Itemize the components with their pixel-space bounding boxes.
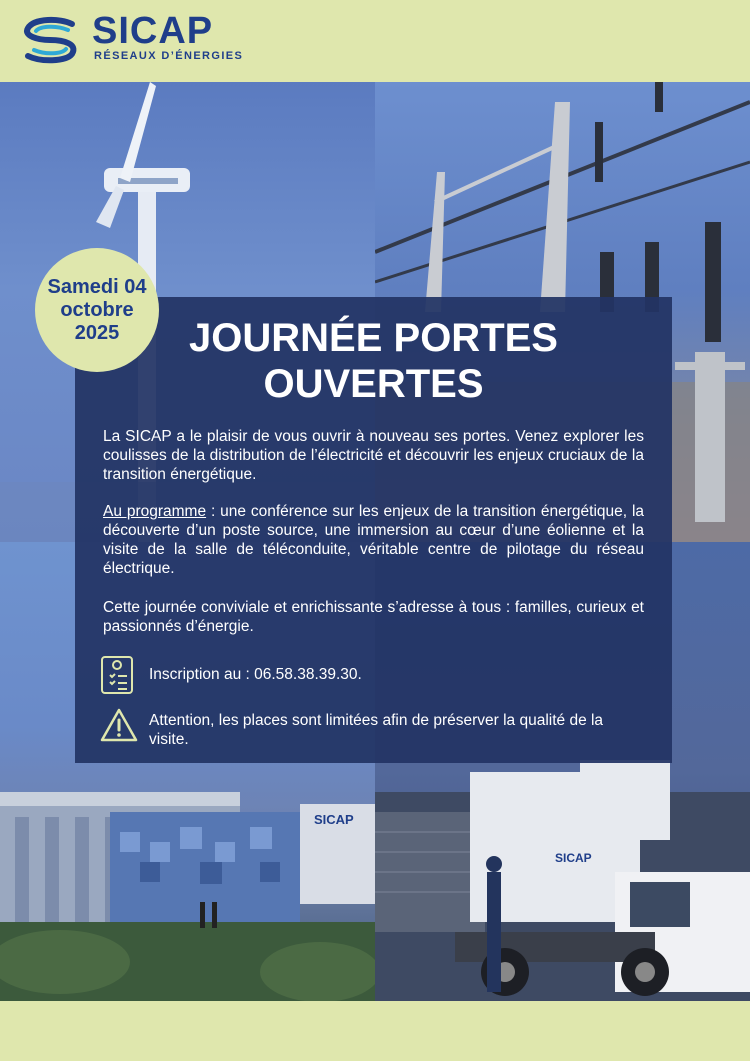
audience-paragraph: Cette journée conviviale et enrichissante s’adresse à tous : familles, curieux et passionnés d’énergie. (103, 599, 644, 635)
info-panel (75, 297, 672, 763)
sicap-logo-icon (20, 16, 82, 64)
event-title (75, 315, 672, 407)
header (0, 0, 750, 82)
registration-row (99, 653, 659, 697)
programme-label: Au programme (103, 503, 207, 520)
event-title-line2: OUVERTES (263, 362, 484, 406)
date-line-year: 2025 (74, 321, 120, 344)
brand-name: SICAP (92, 10, 214, 52)
programme-text: : une conférence sur les enjeux de la transition énergétique, la découverte d’un poste source, une immersion au cœur d’une éolienne et la visite de la salle de téléconduite, véritable centre de pilotage du réseau électrique. (103, 503, 645, 577)
warning-text: Attention, les places sont limitées afin de préserver la qualité de la visite. (149, 712, 604, 748)
clipboard-checklist-icon (99, 653, 135, 695)
truck-generator-sign: SICAP (555, 851, 592, 865)
date-badge (35, 248, 159, 372)
programme-paragraph (103, 502, 644, 578)
building-sign: SICAP (314, 812, 354, 827)
brand-subtitle: RÉSEAUX D’ÉNERGIES (94, 50, 244, 62)
intro-paragraph: La SICAP a le plaisir de vous ouvrir à nouveau ses portes. Venez explorer les coulisses de la distribution de l’électricité et découvrir les enjeux cruciaux de la transition énergétique. (103, 428, 644, 483)
footer-band (0, 1001, 750, 1061)
registration-phone: Inscription au : 06.58.38.39.30. (149, 666, 362, 683)
warning-triangle-icon (99, 707, 139, 743)
date-line-day: Samedi 04 (47, 275, 147, 298)
event-title-line1: JOURNÉE PORTES (189, 316, 558, 360)
date-line-month: octobre (60, 298, 134, 321)
warning-row (99, 707, 659, 751)
